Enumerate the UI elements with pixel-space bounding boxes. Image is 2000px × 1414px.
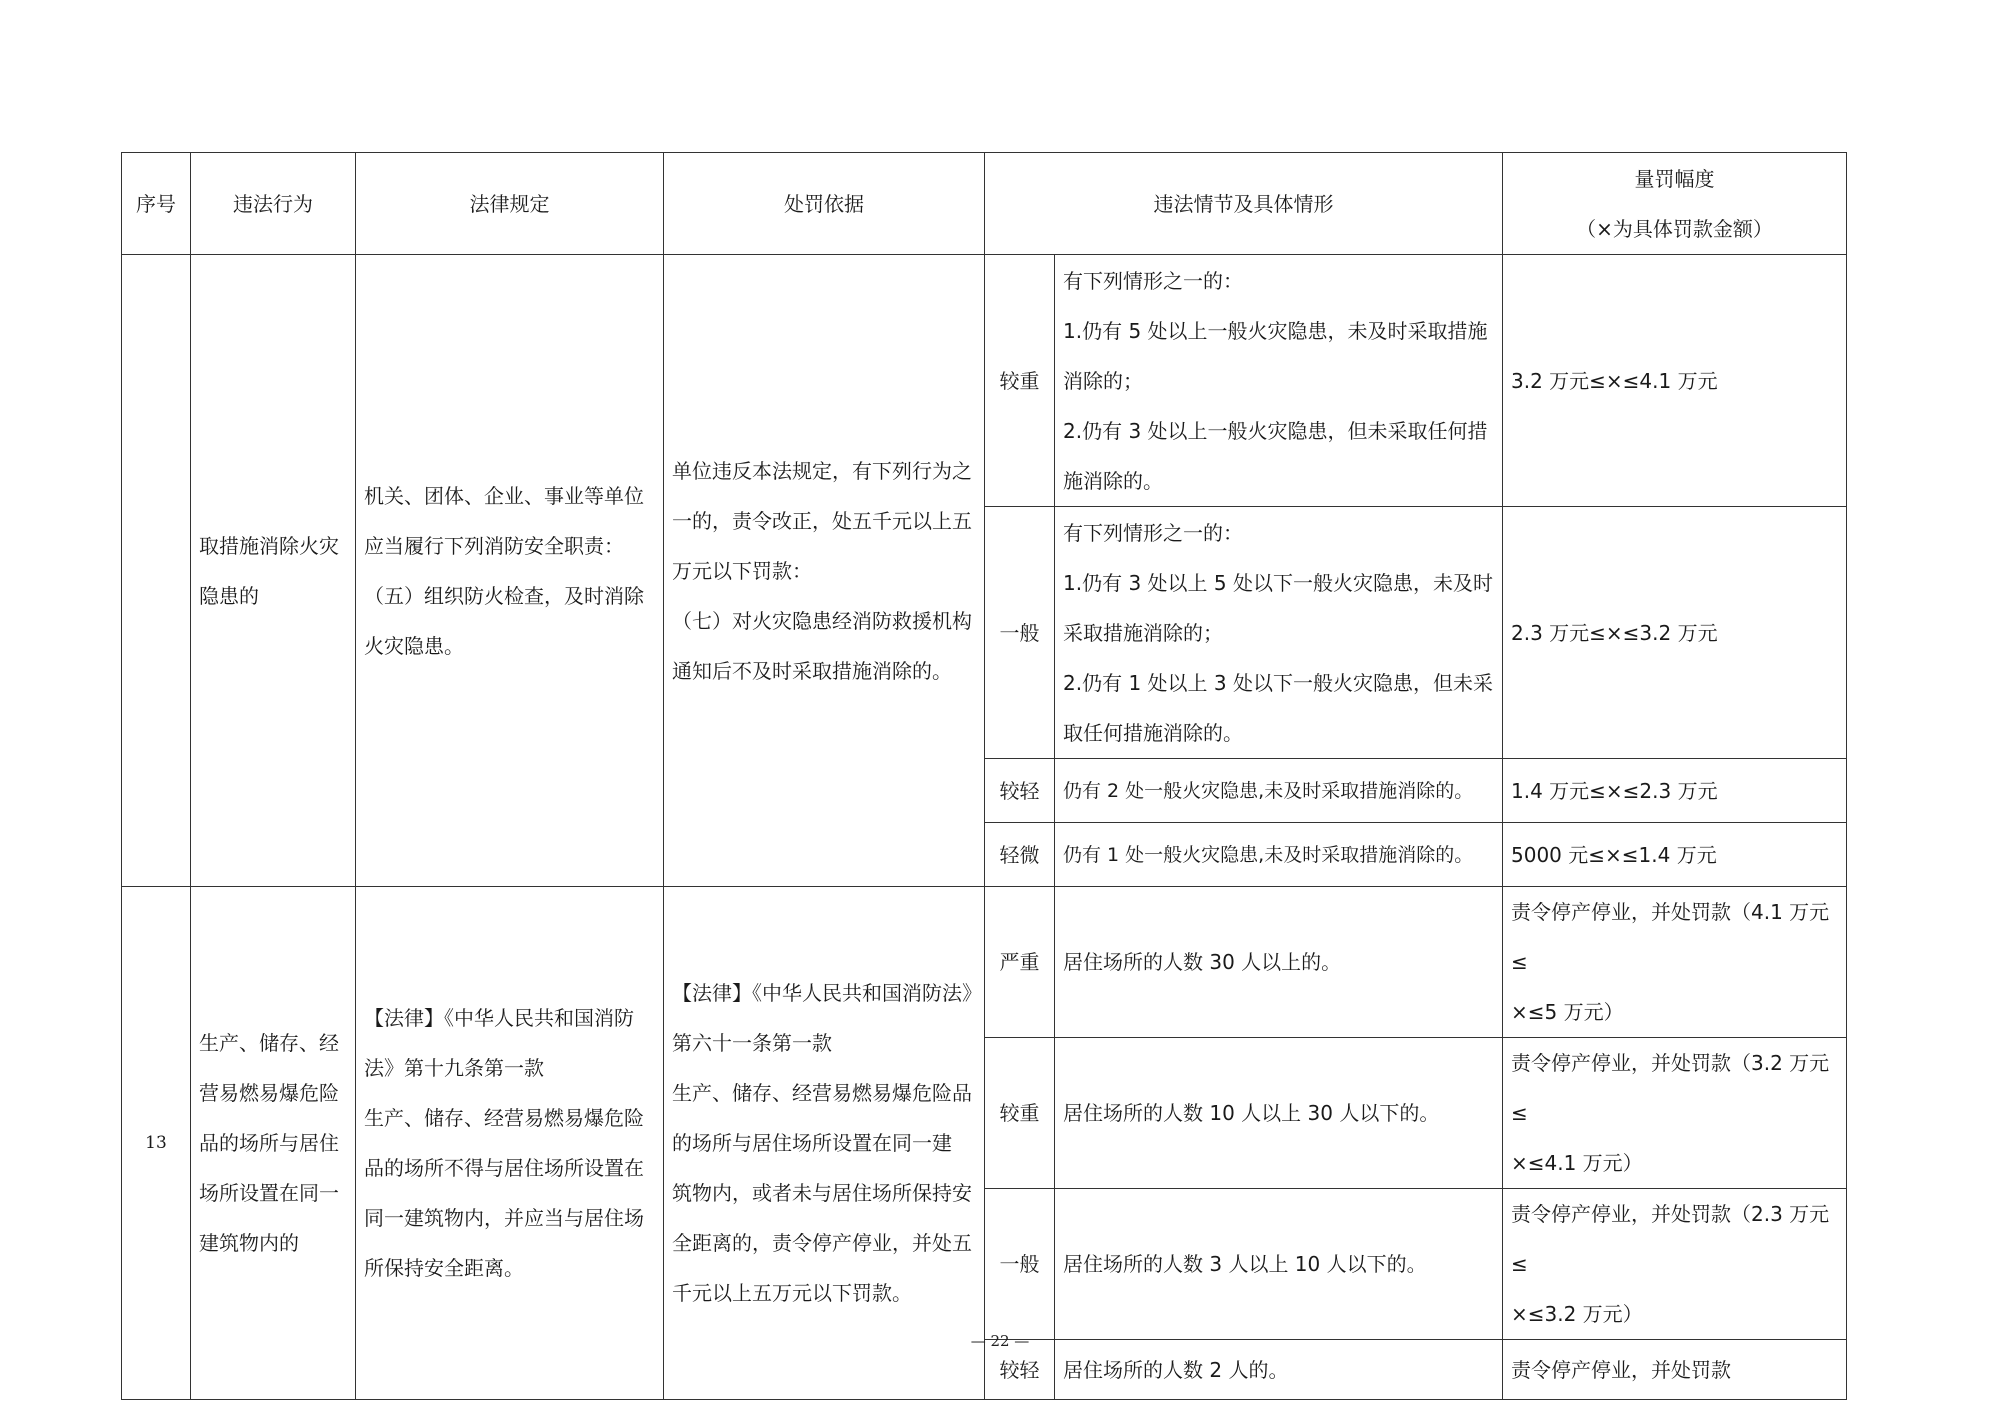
basis-cell: 【法律】《中华人民共和国消防法》 第六十一条第一款 生产、储存、经营易燃易爆危险品 的场所与居住场所设置在同一建 筑物内，或者未与居住场所保持安 全距离的，责令停产停业，并处五 千元以上五万元以下罚款。 xyxy=(664,887,985,1400)
level-cell: 一般 xyxy=(985,507,1055,759)
range-cell: 责令停产停业，并处罚款 xyxy=(1503,1340,1847,1400)
level-cell: 一般 xyxy=(985,1189,1055,1340)
page-number: — 22 — xyxy=(970,1332,1030,1350)
level-cell: 较轻 xyxy=(985,1340,1055,1400)
detail-cell: 有下列情形之一的： 1.仍有 5 处以上一般火灾隐患，未及时采取措施 消除的； 2.仍有 3 处以上一般火灾隐患，但未采取任何措 施消除的。 xyxy=(1055,255,1503,507)
penalty-table xyxy=(121,152,1847,1400)
header-circumstance: 违法情节及具体情形 xyxy=(985,153,1503,255)
table-row xyxy=(122,255,1847,507)
detail-cell: 有下列情形之一的： 1.仍有 3 处以上 5 处以下一般火灾隐患，未及时 采取措施消除的； 2.仍有 1 处以上 3 处以下一般火灾隐患，但未采 取任何措施消除的。 xyxy=(1055,507,1503,759)
range-cell: 5000 元≤×≤1.4 万元 xyxy=(1503,823,1847,887)
detail-cell: 居住场所的人数 30 人以上的。 xyxy=(1055,887,1503,1038)
range-cell: 2.3 万元≤×≤3.2 万元 xyxy=(1503,507,1847,759)
detail-cell: 居住场所的人数 3 人以上 10 人以下的。 xyxy=(1055,1189,1503,1340)
seq-cell xyxy=(122,255,191,887)
level-cell: 较重 xyxy=(985,255,1055,507)
header-row xyxy=(122,153,1847,255)
law-cell: 【法律】《中华人民共和国消防 法》第十九条第一款 生产、储存、经营易燃易爆危险 品的场所不得与居住场所设置在 同一建筑物内，并应当与居住场 所保持安全距离。 xyxy=(356,887,664,1400)
header-range-note: （×为具体罚款金额） xyxy=(1576,216,1773,241)
behavior-cell: 取措施消除火灾 隐患的 xyxy=(191,255,356,887)
table-row xyxy=(122,887,1847,1038)
level-cell: 较轻 xyxy=(985,759,1055,823)
range-cell: 责令停产停业，并处罚款（4.1 万元≤ ×≤5 万元） xyxy=(1503,887,1847,1038)
header-range-title: 量罚幅度 xyxy=(1634,166,1715,191)
behavior-cell: 生产、储存、经 营易燃易爆危险 品的场所与居住 场所设置在同一 建筑物内的 xyxy=(191,887,356,1400)
level-cell: 较重 xyxy=(985,1038,1055,1189)
law-cell: 机关、团体、企业、事业等单位 应当履行下列消防安全职责： （五）组织防火检查，及时消除 火灾隐患。 xyxy=(356,255,664,887)
range-cell: 责令停产停业，并处罚款（2.3 万元≤ ×≤3.2 万元） xyxy=(1503,1189,1847,1340)
detail-cell: 仍有 2 处一般火灾隐患,未及时采取措施消除的。 xyxy=(1055,759,1503,823)
level-cell: 严重 xyxy=(985,887,1055,1038)
level-cell: 轻微 xyxy=(985,823,1055,887)
detail-cell: 居住场所的人数 10 人以上 30 人以下的。 xyxy=(1055,1038,1503,1189)
header-basis: 处罚依据 xyxy=(664,153,985,255)
range-cell: 1.4 万元≤×≤2.3 万元 xyxy=(1503,759,1847,823)
seq-cell: 13 xyxy=(122,887,191,1400)
header-law: 法律规定 xyxy=(356,153,664,255)
header-seq: 序号 xyxy=(122,153,191,255)
detail-cell: 居住场所的人数 2 人的。 xyxy=(1055,1340,1503,1400)
basis-cell: 单位违反本法规定，有下列行为之 一的，责令改正，处五千元以上五 万元以下罚款： （七）对火灾隐患经消防救援机构 通知后不及时采取措施消除的。 xyxy=(664,255,985,887)
detail-cell: 仍有 1 处一般火灾隐患,未及时采取措施消除的。 xyxy=(1055,823,1503,887)
range-cell: 3.2 万元≤×≤4.1 万元 xyxy=(1503,255,1847,507)
header-range xyxy=(1503,153,1847,255)
range-cell: 责令停产停业，并处罚款（3.2 万元≤ ×≤4.1 万元） xyxy=(1503,1038,1847,1189)
header-behavior: 违法行为 xyxy=(191,153,356,255)
